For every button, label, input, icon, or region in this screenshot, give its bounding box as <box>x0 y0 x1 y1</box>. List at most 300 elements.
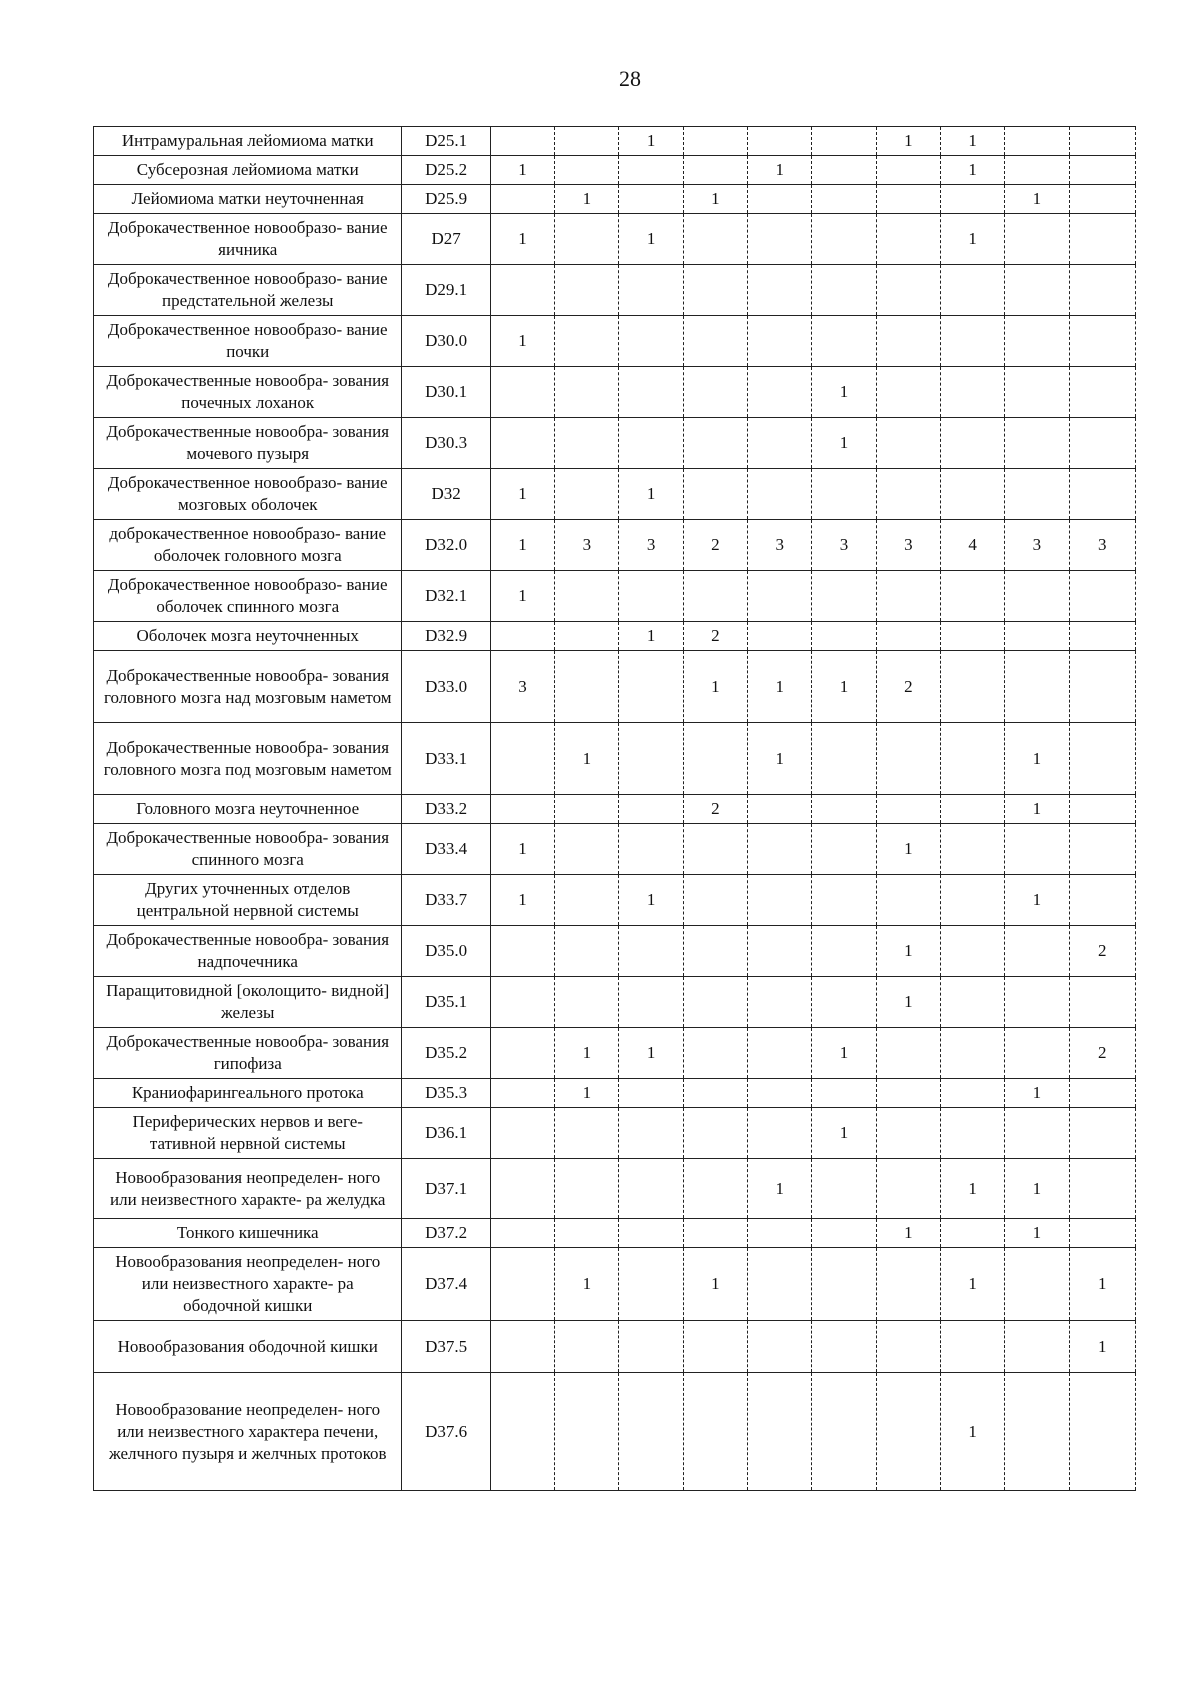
diagnosis-name-cell: Доброкачественное новообразо- вание предстательной железы <box>94 265 402 316</box>
count-cell <box>555 265 619 316</box>
count-cell <box>876 156 940 185</box>
count-cell: 1 <box>490 571 554 622</box>
count-cell: 1 <box>490 214 554 265</box>
count-cell <box>555 214 619 265</box>
count-cell: 1 <box>555 1248 619 1321</box>
count-cell <box>555 1108 619 1159</box>
count-cell <box>490 367 554 418</box>
count-cell <box>748 1373 812 1491</box>
count-cell: 1 <box>619 127 683 156</box>
count-cell <box>490 977 554 1028</box>
count-cell <box>876 875 940 926</box>
icd-code-cell: D33.1 <box>402 723 490 795</box>
count-cell <box>683 571 747 622</box>
diagnosis-name-cell: Тонкого кишечника <box>94 1219 402 1248</box>
count-cell <box>683 1079 747 1108</box>
count-cell <box>1069 571 1135 622</box>
count-cell <box>748 824 812 875</box>
count-cell: 1 <box>619 622 683 651</box>
count-cell <box>555 875 619 926</box>
count-cell <box>619 571 683 622</box>
table-row <box>94 1079 1136 1108</box>
count-cell: 1 <box>683 185 747 214</box>
count-cell <box>876 1079 940 1108</box>
count-cell <box>876 185 940 214</box>
count-cell <box>490 418 554 469</box>
count-cell <box>748 622 812 651</box>
count-cell <box>555 127 619 156</box>
count-cell <box>748 1321 812 1373</box>
icd-code-cell: D25.2 <box>402 156 490 185</box>
table-row <box>94 156 1136 185</box>
count-cell: 1 <box>940 127 1004 156</box>
count-cell <box>1005 977 1069 1028</box>
count-cell: 1 <box>940 1373 1004 1491</box>
count-cell <box>619 367 683 418</box>
count-cell <box>876 1028 940 1079</box>
table-row <box>94 520 1136 571</box>
count-cell <box>812 571 876 622</box>
count-cell <box>490 1373 554 1491</box>
count-cell: 1 <box>876 926 940 977</box>
count-cell <box>683 316 747 367</box>
count-cell <box>940 316 1004 367</box>
count-cell <box>748 185 812 214</box>
count-cell: 1 <box>812 1028 876 1079</box>
count-cell <box>1005 651 1069 723</box>
table-row <box>94 622 1136 651</box>
count-cell <box>1005 622 1069 651</box>
diagnosis-name-cell: Доброкачественные новообра- зования головного мозга под мозговым наметом <box>94 723 402 795</box>
count-cell <box>748 367 812 418</box>
diagnosis-name-cell: Оболочек мозга неуточненных <box>94 622 402 651</box>
diagnosis-name-cell: Доброкачественное новообразо- вание оболочек спинного мозга <box>94 571 402 622</box>
count-cell <box>812 265 876 316</box>
count-cell <box>619 1321 683 1373</box>
count-cell <box>1069 316 1135 367</box>
count-cell: 4 <box>940 520 1004 571</box>
count-cell <box>812 185 876 214</box>
count-cell <box>812 127 876 156</box>
count-cell <box>748 571 812 622</box>
count-cell <box>619 316 683 367</box>
count-cell <box>940 824 1004 875</box>
count-cell <box>1005 214 1069 265</box>
count-cell <box>1005 1248 1069 1321</box>
count-cell <box>876 1321 940 1373</box>
count-cell <box>812 824 876 875</box>
count-cell <box>812 1321 876 1373</box>
diagnosis-name-cell: Новообразование неопределен- ного или неизвестного характера печени, желчного пузыря и желчных протоков <box>94 1373 402 1491</box>
count-cell <box>1069 1373 1135 1491</box>
count-cell: 3 <box>748 520 812 571</box>
count-cell <box>876 622 940 651</box>
table-row <box>94 571 1136 622</box>
count-cell <box>683 824 747 875</box>
table-row <box>94 469 1136 520</box>
count-cell: 3 <box>490 651 554 723</box>
count-cell <box>876 469 940 520</box>
count-cell <box>683 367 747 418</box>
count-cell <box>683 265 747 316</box>
count-cell <box>876 265 940 316</box>
count-cell <box>812 156 876 185</box>
count-cell <box>748 316 812 367</box>
count-cell: 1 <box>748 723 812 795</box>
icd-code-cell: D35.2 <box>402 1028 490 1079</box>
count-cell <box>1005 265 1069 316</box>
table-row <box>94 1321 1136 1373</box>
icd-code-cell: D27 <box>402 214 490 265</box>
count-cell <box>619 1373 683 1491</box>
count-cell: 3 <box>812 520 876 571</box>
count-cell: 1 <box>490 824 554 875</box>
diagnosis-name-cell: Доброкачественные новообра- зования почечных лоханок <box>94 367 402 418</box>
diagnosis-name-cell: Интрамуральная лейомиома матки <box>94 127 402 156</box>
count-cell <box>683 469 747 520</box>
count-cell <box>683 214 747 265</box>
count-cell <box>748 418 812 469</box>
diagnosis-name-cell: Субсерозная лейомиома матки <box>94 156 402 185</box>
count-cell <box>1069 214 1135 265</box>
count-cell <box>555 156 619 185</box>
count-cell <box>940 1219 1004 1248</box>
count-cell: 1 <box>1005 723 1069 795</box>
count-cell <box>490 1219 554 1248</box>
count-cell <box>1069 723 1135 795</box>
count-cell <box>1005 1028 1069 1079</box>
diagnosis-name-cell: Доброкачественные новообра- зования гипофиза <box>94 1028 402 1079</box>
table-row <box>94 1248 1136 1321</box>
diagnosis-name-cell: Новообразования неопределен- ного или неизвестного характе- ра ободочной кишки <box>94 1248 402 1321</box>
table-row <box>94 418 1136 469</box>
count-cell <box>490 723 554 795</box>
count-cell <box>748 875 812 926</box>
count-cell <box>619 418 683 469</box>
count-cell <box>748 469 812 520</box>
count-cell <box>1069 185 1135 214</box>
diagnosis-name-cell: Краниофарингеального протока <box>94 1079 402 1108</box>
count-cell <box>683 418 747 469</box>
count-cell <box>1069 977 1135 1028</box>
count-cell <box>683 1028 747 1079</box>
table-row <box>94 367 1136 418</box>
count-cell <box>940 622 1004 651</box>
count-cell <box>940 875 1004 926</box>
count-cell <box>490 185 554 214</box>
count-cell <box>619 926 683 977</box>
count-cell <box>1005 926 1069 977</box>
count-cell <box>555 1373 619 1491</box>
table-row <box>94 926 1136 977</box>
count-cell <box>555 367 619 418</box>
count-cell <box>619 651 683 723</box>
count-cell <box>683 1159 747 1219</box>
table-row <box>94 265 1136 316</box>
count-cell <box>748 1248 812 1321</box>
table-row <box>94 977 1136 1028</box>
count-cell: 1 <box>876 977 940 1028</box>
count-cell: 2 <box>876 651 940 723</box>
count-cell <box>812 795 876 824</box>
count-cell: 1 <box>876 824 940 875</box>
count-cell <box>619 795 683 824</box>
count-cell <box>490 265 554 316</box>
count-cell <box>490 926 554 977</box>
table-row <box>94 214 1136 265</box>
icd-code-cell: D37.6 <box>402 1373 490 1491</box>
diagnosis-table <box>93 126 1136 1491</box>
count-cell <box>619 723 683 795</box>
count-cell: 1 <box>619 1028 683 1079</box>
count-cell <box>1005 127 1069 156</box>
icd-code-cell: D33.7 <box>402 875 490 926</box>
count-cell <box>490 1028 554 1079</box>
count-cell <box>1069 651 1135 723</box>
count-cell <box>748 1108 812 1159</box>
count-cell <box>876 795 940 824</box>
count-cell: 1 <box>490 875 554 926</box>
count-cell <box>619 977 683 1028</box>
count-cell <box>1069 156 1135 185</box>
count-cell: 1 <box>940 214 1004 265</box>
diagnosis-name-cell: Доброкачественное новообразо- вание почки <box>94 316 402 367</box>
count-cell: 2 <box>1069 926 1135 977</box>
count-cell <box>490 1248 554 1321</box>
count-cell <box>1069 875 1135 926</box>
count-cell <box>555 795 619 824</box>
count-cell <box>1005 367 1069 418</box>
count-cell <box>555 622 619 651</box>
count-cell: 1 <box>940 1159 1004 1219</box>
count-cell <box>555 926 619 977</box>
count-cell: 1 <box>876 1219 940 1248</box>
count-cell <box>619 1248 683 1321</box>
count-cell <box>1069 1159 1135 1219</box>
count-cell <box>876 571 940 622</box>
table-row <box>94 651 1136 723</box>
count-cell <box>812 926 876 977</box>
icd-code-cell: D29.1 <box>402 265 490 316</box>
icd-code-cell: D32.0 <box>402 520 490 571</box>
count-cell: 1 <box>1005 1079 1069 1108</box>
diagnosis-name-cell: доброкачественное новообразо- вание оболочек головного мозга <box>94 520 402 571</box>
count-cell <box>683 1108 747 1159</box>
table-row <box>94 824 1136 875</box>
diagnosis-name-cell: Других уточненных отделов центральной нервной системы <box>94 875 402 926</box>
diagnosis-name-cell: Паращитовидной [околощито- видной] железы <box>94 977 402 1028</box>
count-cell: 1 <box>1069 1321 1135 1373</box>
count-cell <box>683 156 747 185</box>
icd-code-cell: D30.3 <box>402 418 490 469</box>
count-cell: 3 <box>555 520 619 571</box>
count-cell <box>490 1321 554 1373</box>
icd-code-cell: D35.0 <box>402 926 490 977</box>
table-row <box>94 1028 1136 1079</box>
count-cell <box>683 926 747 977</box>
diagnosis-name-cell: Доброкачественные новообра- зования спинного мозга <box>94 824 402 875</box>
count-cell <box>748 1028 812 1079</box>
count-cell <box>812 723 876 795</box>
count-cell <box>1005 156 1069 185</box>
table-row <box>94 185 1136 214</box>
icd-code-cell: D37.4 <box>402 1248 490 1321</box>
count-cell <box>940 723 1004 795</box>
count-cell <box>748 214 812 265</box>
count-cell <box>940 1079 1004 1108</box>
count-cell: 1 <box>1005 1159 1069 1219</box>
table-row <box>94 875 1136 926</box>
count-cell <box>812 622 876 651</box>
count-cell <box>876 1248 940 1321</box>
diagnosis-name-cell: Доброкачественное новообразо- вание мозговых оболочек <box>94 469 402 520</box>
diagnosis-name-cell: Лейомиома матки неуточненная <box>94 185 402 214</box>
count-cell: 1 <box>812 651 876 723</box>
count-cell: 2 <box>683 622 747 651</box>
count-cell: 1 <box>619 214 683 265</box>
count-cell: 1 <box>555 723 619 795</box>
count-cell: 1 <box>1005 875 1069 926</box>
count-cell <box>619 1159 683 1219</box>
count-cell <box>940 418 1004 469</box>
count-cell: 1 <box>940 156 1004 185</box>
count-cell: 2 <box>1069 1028 1135 1079</box>
count-cell <box>876 418 940 469</box>
count-cell <box>490 1108 554 1159</box>
count-cell <box>876 214 940 265</box>
count-cell <box>555 1159 619 1219</box>
count-cell: 3 <box>619 520 683 571</box>
count-cell <box>555 977 619 1028</box>
count-cell: 1 <box>683 651 747 723</box>
count-cell <box>619 1219 683 1248</box>
count-cell <box>940 571 1004 622</box>
count-cell <box>555 316 619 367</box>
count-cell: 1 <box>490 156 554 185</box>
count-cell: 1 <box>748 651 812 723</box>
icd-code-cell: D36.1 <box>402 1108 490 1159</box>
count-cell <box>748 977 812 1028</box>
count-cell <box>940 795 1004 824</box>
icd-code-cell: D33.4 <box>402 824 490 875</box>
count-cell <box>940 1028 1004 1079</box>
count-cell <box>490 795 554 824</box>
count-cell <box>1069 265 1135 316</box>
count-cell: 3 <box>876 520 940 571</box>
count-cell <box>619 185 683 214</box>
count-cell <box>812 316 876 367</box>
count-cell <box>876 1108 940 1159</box>
count-cell: 1 <box>490 469 554 520</box>
count-cell <box>555 571 619 622</box>
count-cell <box>748 127 812 156</box>
count-cell <box>683 1219 747 1248</box>
count-cell <box>1005 824 1069 875</box>
count-cell <box>940 185 1004 214</box>
count-cell: 1 <box>940 1248 1004 1321</box>
count-cell <box>619 265 683 316</box>
diagnosis-name-cell: Доброкачественные новообра- зования надпочечника <box>94 926 402 977</box>
count-cell <box>1069 127 1135 156</box>
diagnosis-name-cell: Доброкачественные новообра- зования головного мозга над мозговым наметом <box>94 651 402 723</box>
count-cell <box>1005 316 1069 367</box>
count-cell <box>619 156 683 185</box>
table-row <box>94 316 1136 367</box>
count-cell <box>490 1079 554 1108</box>
count-cell <box>812 875 876 926</box>
count-cell <box>683 1321 747 1373</box>
count-cell <box>748 1219 812 1248</box>
count-cell <box>1069 1079 1135 1108</box>
count-cell <box>555 418 619 469</box>
count-cell <box>748 926 812 977</box>
diagnosis-name-cell: Новообразования неопределен- ного или неизвестного характе- ра желудка <box>94 1159 402 1219</box>
count-cell <box>940 1321 1004 1373</box>
count-cell <box>940 651 1004 723</box>
icd-code-cell: D33.0 <box>402 651 490 723</box>
icd-code-cell: D35.1 <box>402 977 490 1028</box>
count-cell <box>940 265 1004 316</box>
count-cell <box>812 1219 876 1248</box>
count-cell: 1 <box>812 367 876 418</box>
icd-code-cell: D25.1 <box>402 127 490 156</box>
count-cell: 1 <box>683 1248 747 1321</box>
count-cell <box>812 1079 876 1108</box>
count-cell <box>812 1159 876 1219</box>
count-cell: 1 <box>490 520 554 571</box>
count-cell <box>555 824 619 875</box>
count-cell <box>812 469 876 520</box>
table-row <box>94 1373 1136 1491</box>
count-cell <box>876 723 940 795</box>
table-row <box>94 723 1136 795</box>
diagnosis-name-cell: Доброкачественное новообразо- вание яичника <box>94 214 402 265</box>
icd-code-cell: D33.2 <box>402 795 490 824</box>
count-cell: 1 <box>1069 1248 1135 1321</box>
count-cell <box>812 1373 876 1491</box>
count-cell: 1 <box>555 185 619 214</box>
count-cell <box>940 469 1004 520</box>
count-cell <box>940 1108 1004 1159</box>
count-cell: 3 <box>1005 520 1069 571</box>
count-cell <box>940 926 1004 977</box>
count-cell <box>683 977 747 1028</box>
count-cell <box>876 1373 940 1491</box>
diagnosis-name-cell: Новообразования ободочной кишки <box>94 1321 402 1373</box>
icd-code-cell: D30.1 <box>402 367 490 418</box>
count-cell <box>1069 418 1135 469</box>
count-cell <box>1005 1373 1069 1491</box>
count-cell <box>619 1108 683 1159</box>
count-cell <box>1069 622 1135 651</box>
page-number: 28 <box>619 66 641 91</box>
count-cell <box>1069 1108 1135 1159</box>
icd-code-cell: D25.9 <box>402 185 490 214</box>
count-cell <box>812 1248 876 1321</box>
count-cell <box>1069 795 1135 824</box>
count-cell <box>812 977 876 1028</box>
count-cell: 1 <box>490 316 554 367</box>
count-cell <box>555 1321 619 1373</box>
count-cell <box>555 1219 619 1248</box>
count-cell <box>876 1159 940 1219</box>
icd-code-cell: D35.3 <box>402 1079 490 1108</box>
count-cell: 3 <box>1069 520 1135 571</box>
count-cell <box>812 214 876 265</box>
count-cell: 1 <box>812 1108 876 1159</box>
count-cell <box>490 127 554 156</box>
count-cell: 1 <box>555 1079 619 1108</box>
